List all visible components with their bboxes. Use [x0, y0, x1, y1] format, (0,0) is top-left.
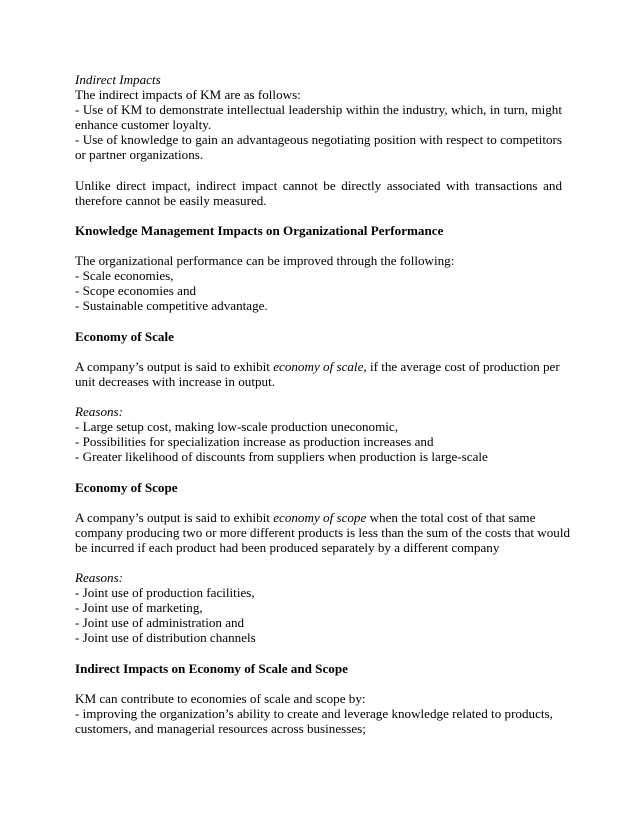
org-performance-intro: The organizational performance can be improved through the following:	[75, 253, 455, 269]
spacer	[75, 389, 562, 404]
list-item: - Scale economies,	[75, 268, 174, 284]
indirect-impacts-contrast: Unlike direct impact, indirect impact cannot be directly associated with transactions and therefore cannot be easily measured.	[75, 177, 562, 208]
economy-of-scope-definition	[75, 509, 571, 555]
list-item-line: - improving the organization’s ability to create and leverage knowledge related to products,	[75, 705, 553, 721]
list-item: - Joint use of production facilities,	[75, 585, 255, 601]
list-item-line: customers, and managerial resources across businesses;	[75, 721, 366, 737]
spacer	[75, 344, 562, 359]
economy-of-scale-reasons-label: Reasons:	[75, 404, 124, 420]
economy-of-scale-heading: Economy of Scale	[75, 328, 174, 344]
definition-line: be incurred if each product had been produced separately by a different company	[75, 539, 500, 555]
indirect-impacts-item-2: - Use of knowledge to gain an advantageous negotiating position with respect to competitors or partner organizations.	[75, 132, 562, 163]
list-item: - Scope economies and	[75, 283, 197, 299]
list-item: - Joint use of administration and	[75, 615, 245, 631]
definition-text: A company’s output is said to exhibit	[75, 509, 274, 525]
list-item: - Greater likelihood of discounts from suppliers when production is large-scale	[75, 449, 488, 465]
definition-term: economy of scale,	[273, 358, 367, 374]
economy-of-scope-reasons-label: Reasons:	[75, 570, 124, 586]
spacer	[75, 208, 562, 223]
document-page	[75, 72, 571, 737]
spacer	[75, 464, 562, 479]
list-item: - Possibilities for specialization increase as production increases and	[75, 434, 434, 450]
spacer	[75, 676, 562, 691]
definition-line: company producing two or more different products is less than the sum of the costs that would	[75, 524, 571, 540]
spacer	[75, 555, 562, 570]
definition-text: A company’s output is said to exhibit	[75, 358, 274, 374]
spacer	[75, 646, 562, 661]
spacer	[75, 495, 562, 510]
list-item	[75, 706, 562, 736]
indirect-impacts-item-1: - Use of KM to demonstrate intellectual leadership within the industry, which, in turn, might enhance customer loyalty.	[75, 102, 562, 133]
definition-line	[75, 510, 562, 525]
list-item: - Joint use of marketing,	[75, 600, 203, 616]
spacer	[75, 314, 562, 329]
indirect-impacts-intro: The indirect impacts of KM are as follows:	[75, 87, 301, 103]
economy-of-scope-heading: Economy of Scope	[75, 479, 178, 495]
definition-term: economy of scope	[273, 509, 367, 525]
spacer	[75, 163, 562, 178]
definition-text: when the total cost of that same	[366, 509, 536, 525]
economy-of-scale-definition	[75, 359, 562, 389]
list-item: - Sustainable competitive advantage.	[75, 298, 268, 314]
indirect-scale-scope-heading: Indirect Impacts on Economy of Scale and Scope	[75, 660, 348, 676]
indirect-impacts-heading: Indirect Impacts	[75, 72, 161, 87]
definition-text: if the average cost of production per unit decreases with increase in output.	[75, 358, 560, 389]
indirect-scale-scope-intro: KM can contribute to economies of scale and scope by:	[75, 690, 366, 706]
list-item: - Joint use of distribution channels	[75, 630, 256, 646]
org-performance-heading: Knowledge Management Impacts on Organizational Performance	[75, 222, 444, 238]
spacer	[75, 238, 562, 253]
list-item: - Large setup cost, making low-scale production uneconomic,	[75, 419, 399, 435]
